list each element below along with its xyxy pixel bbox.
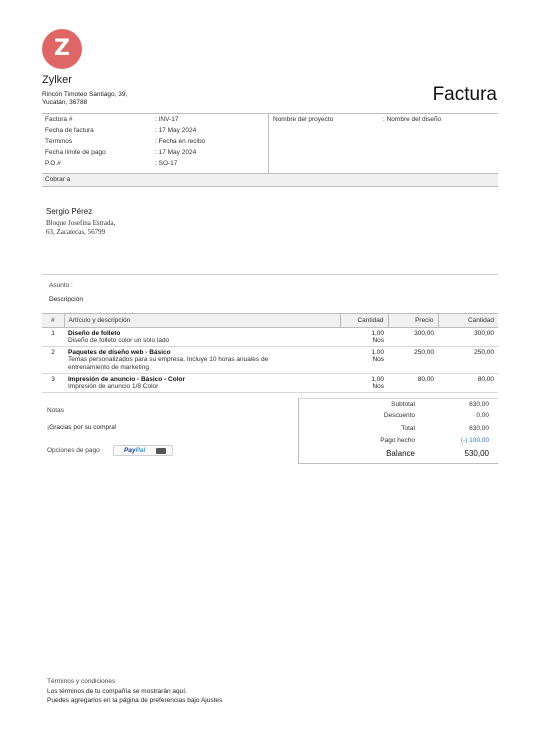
item-number: 1 [42,328,64,347]
item-description: Impresión de anuncio 1/8 Color [68,383,159,390]
item-unit: Nos [372,383,384,390]
company-address [42,91,127,107]
item-unit: Nos [372,356,384,363]
terms-text-line1: Los términos de tu compañía se mostrarán aquí. [47,688,187,695]
paypal-button[interactable] [113,445,173,456]
total-label: Total [401,425,415,432]
item-description-cell [64,374,340,393]
meta-label: P.O.# [45,160,61,167]
item-rate: 80,00 [388,374,438,393]
customer-name: Sergio Pérez [46,207,93,216]
col-header-number: # [42,314,64,328]
item-quantity-cell [340,328,388,347]
payment-options-label: Opciones de pago [47,447,100,454]
document-title: Factura [432,84,497,105]
item-description: Diseño de folleto color un solo lado [68,337,170,344]
company-address-line2: Yucatán, 36788 [42,99,88,106]
item-quantity-cell [340,374,388,393]
item-amount: 300,00 [438,328,498,347]
total-value: 630,00 [469,425,489,432]
item-description: Temas personalizados para su empresa. Incluye 10 horas anuales de entrenamiento de marketing [68,356,269,371]
totals-summary [298,398,498,464]
terms-text-line2: Puedes agregarlos en la página de preferencias bajo Ajustes [47,697,223,704]
payment-made-value: (-) 100,00 [460,437,489,444]
subtotal-value: 630,00 [469,401,489,408]
company-name: Zylker [42,74,72,86]
meta-value: : 17 May 2024 [155,127,197,134]
paypal-logo [124,447,145,454]
item-quantity: 1,00 [371,349,384,356]
item-title: Diseño de folleto [68,330,121,337]
table-row [42,328,498,347]
col-header-description: Artículo y descripción [64,314,340,328]
invoice-meta-left [42,114,269,173]
meta-value: : SO-17 [155,160,178,167]
table-row [42,374,498,393]
meta-value: : Fecha en recibo [155,138,206,145]
meta-value: : 17 May 2024 [155,149,197,156]
balance-value: 530,00 [464,449,489,458]
subtotal-label: Subtotal [391,401,415,408]
table-row [42,347,498,374]
customer-address-line2: 63, Zacatecas, 56799 [46,228,106,236]
item-rate: 250,00 [388,347,438,374]
paypal-pal: Pal [135,447,146,454]
col-header-amount: Cantidad [438,314,498,328]
credit-card-icon [156,448,166,454]
bill-to-header: Cobrar a [42,174,498,187]
item-number: 2 [42,347,64,374]
item-quantity-cell [340,347,388,374]
project-label: Nombre del proyecto [273,116,334,123]
item-rate: 300,00 [388,328,438,347]
items-table [42,313,498,393]
item-quantity: 1,00 [371,330,384,337]
item-unit: Nos [372,337,384,344]
item-description-cell [64,328,340,347]
customer-address [46,219,115,237]
company-address-line1: Rincón Timoteo Santiago, 39, [42,91,128,98]
terms-label: Términos y condiciones [47,678,116,685]
items-table-header [42,314,498,328]
balance-label: Balance [386,449,415,458]
meta-label: Factura # [45,116,73,123]
col-header-quantity: Cantidad [340,314,388,328]
subject-divider [42,274,498,275]
item-number: 3 [42,374,64,393]
item-amount: 250,00 [438,347,498,374]
project-value: : Nombre del diseño [383,116,442,123]
subject-value: Descripción [49,296,83,303]
discount-value: 0,00 [476,412,489,419]
meta-label: Fecha límite de pago [45,149,106,156]
customer-address-line1: Bloque Josefina Estrada, [46,219,116,227]
item-quantity: 1,00 [371,376,384,383]
discount-label: Descuento [383,412,415,419]
item-amount: 80,00 [438,374,498,393]
subject-label: Asunto : [49,282,73,289]
col-header-rate: Precio [388,314,438,328]
meta-label: Fecha de factura [45,127,94,134]
invoice-meta [42,113,498,174]
item-title: Impresión de anuncio - Básico - Color [68,376,186,383]
item-description-cell [64,347,340,374]
meta-label: Términos [45,138,73,145]
company-logo: Z [42,29,82,69]
notes-label: Notas [47,407,64,414]
paypal-pay: Pay [124,447,136,454]
meta-value: : INV-17 [155,116,179,123]
payment-made-label: Pago hecho [380,437,415,444]
item-title: Paquetes de diseño web - Básico [68,349,171,356]
notes-text: ¡Gracias por su compra! [47,424,117,431]
